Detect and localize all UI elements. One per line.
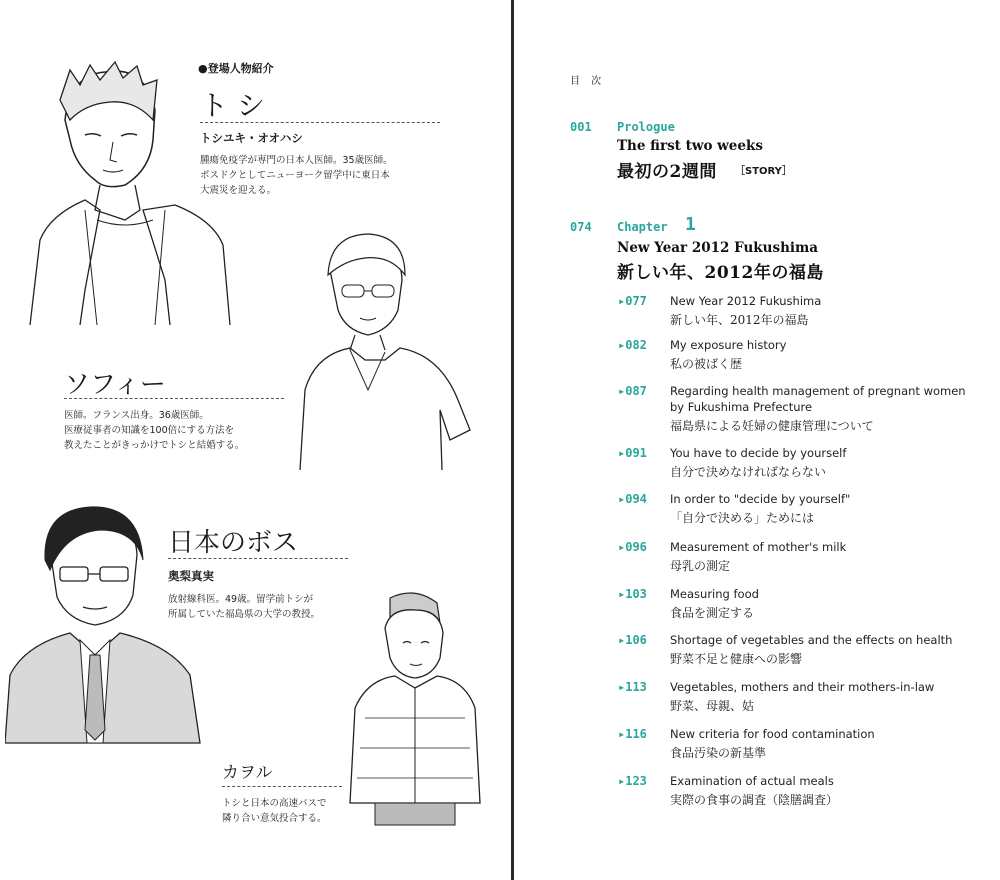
toc-entry[interactable] [618, 587, 998, 621]
entry-page-number: ▸082 [618, 338, 647, 352]
entry-title-jp: 食品を測定する [670, 606, 755, 620]
chapter-title-jp: 新しい年、2012年の福島 [617, 263, 824, 283]
entry-title-en: Shortage of vegetables and the effects on health [670, 633, 953, 647]
character-description: トシと日本の高速バスで 隣り合い意気投合する。 [222, 798, 327, 824]
chapter-title-en: New Year 2012 Fukushima [617, 240, 819, 256]
chapter-label: Chapter [617, 220, 668, 234]
entry-title-en: Vegetables, mothers and their mothers-in-law [670, 680, 935, 694]
entry-title-en: In order to "decide by yourself" [670, 492, 851, 506]
entry-title-jp: 食品汚染の新基準 [670, 746, 767, 760]
entry-page-number: ▸103 [618, 587, 647, 601]
entry-title-en: My exposure history [670, 338, 787, 352]
entry-page-number: ▸113 [618, 680, 647, 694]
toc-entry[interactable] [618, 540, 998, 574]
toc-label: 目 次 [570, 76, 606, 87]
entry-title-jp: 野菜不足と健康への影響 [670, 652, 803, 666]
prologue-title-en: The first two weeks [617, 138, 763, 154]
entry-title-jp: 自分で決めなければならない [670, 465, 827, 479]
page-gutter [511, 0, 514, 880]
divider [222, 786, 342, 787]
entry-title-jp: 新しい年、2012年の福島 [670, 313, 809, 327]
entry-title-jp: 福島県による妊婦の健康管理について [670, 419, 874, 433]
entry-title-jp: 「自分で決める」ためには [670, 511, 815, 525]
toc-entry[interactable] [618, 294, 998, 328]
sophie-illustration [290, 230, 480, 480]
entry-title-en: Examination of actual meals [670, 774, 834, 788]
prologue-tag: ［STORY］ [735, 166, 792, 177]
toc-entry[interactable] [618, 680, 998, 714]
entry-title-en-line2: by Fukushima Prefecture [670, 400, 813, 414]
entry-title-en: Regarding health management of pregnant women [670, 384, 966, 398]
entry-title-en: You have to decide by yourself [670, 446, 847, 460]
toc-entry[interactable] [618, 384, 998, 434]
kaoru-illustration [345, 588, 485, 828]
entry-title-jp: 私の被ばく歴 [670, 357, 743, 371]
toc-entry[interactable] [618, 492, 998, 526]
divider [168, 558, 348, 559]
prologue-label: Prologue [617, 120, 675, 134]
divider [200, 122, 440, 123]
character-name: 日本のボス [168, 528, 299, 558]
entry-page-number: ▸091 [618, 446, 647, 460]
character-full-name: 奥梨真実 [168, 569, 214, 583]
character-name: ソフィー [64, 370, 166, 400]
entry-title-en: Measurement of mother's milk [670, 540, 847, 554]
section-heading: ●登場人物紹介 [198, 62, 274, 75]
entry-page-number: ▸077 [618, 294, 647, 308]
prologue-page-number: 001 [570, 120, 592, 134]
prologue-title-jp: 最初の2週間 [617, 162, 717, 182]
entry-title-jp: 野菜、母親、姑 [670, 699, 755, 713]
entry-title-en: New criteria for food contamination [670, 727, 875, 741]
entry-page-number: ▸087 [618, 384, 647, 398]
entry-page-number: ▸096 [618, 540, 647, 554]
entry-title-en: New Year 2012 Fukushima [670, 294, 822, 308]
toc-entry[interactable] [618, 338, 998, 372]
character-name: ト シ [200, 89, 265, 122]
entry-title-en: Measuring food [670, 587, 759, 601]
character-description: 医師。フランス出身。36歳医師。 医療従事者の知識を100倍にする方法を 教えたことがきっかけでトシと結婚する。 [64, 410, 245, 451]
entry-page-number: ▸106 [618, 633, 647, 647]
toc-entry[interactable] [618, 446, 998, 480]
divider [64, 398, 284, 399]
chapter-page-number: 074 [570, 220, 592, 234]
character-full-name: トシユキ・オオハシ [200, 131, 303, 145]
entry-title-jp: 実際の食事の調査（陰膳調査） [670, 793, 839, 807]
entry-page-number: ▸123 [618, 774, 647, 788]
character-description: 腫瘍免疫学が専門の日本人医師。35歳医師。 ポスドクとしてニューヨーク留学中に東日本 大震災を迎える。 [200, 155, 393, 196]
entry-page-number: ▸116 [618, 727, 647, 741]
entry-title-jp: 母乳の測定 [670, 559, 731, 573]
character-name: カヲル [222, 763, 273, 783]
toc-entry[interactable] [618, 727, 998, 761]
entry-page-number: ▸094 [618, 492, 647, 506]
toc-entry[interactable] [618, 774, 998, 808]
character-description: 放射線科医。49歳。留学前トシが 所属していた福島県の大学の教授。 [168, 594, 321, 620]
toc-entry[interactable] [618, 633, 998, 667]
chapter-number: 1 [685, 214, 696, 235]
